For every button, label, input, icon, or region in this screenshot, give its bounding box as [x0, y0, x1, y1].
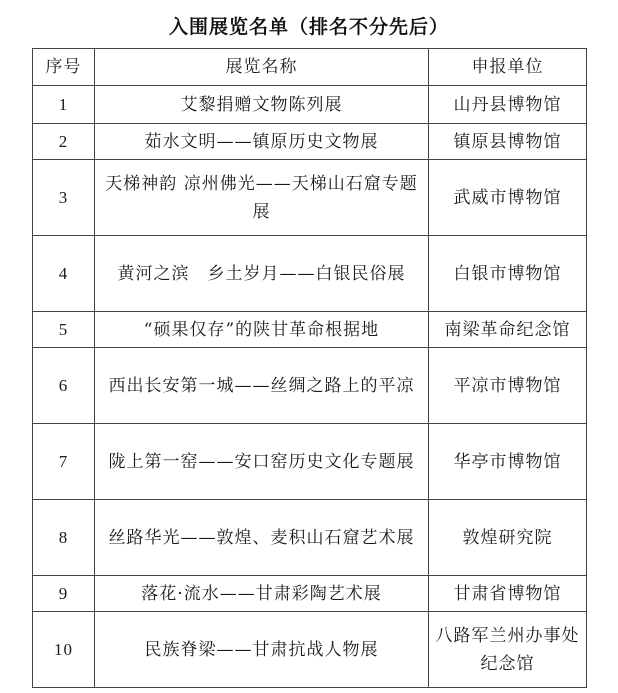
row-unit: 华亭市博物馆 — [429, 424, 587, 500]
row-index: 6 — [33, 348, 95, 424]
header-index: 序号 — [33, 49, 95, 86]
row-exhibition-name: 陇上第一窑——安口窑历史文化专题展 — [95, 424, 429, 500]
row-index: 1 — [33, 86, 95, 124]
row-exhibition-name: 落花·流水——甘肃彩陶艺术展 — [95, 576, 429, 612]
row-index: 9 — [33, 576, 95, 612]
row-index: 7 — [33, 424, 95, 500]
exhibition-table — [32, 48, 587, 688]
row-index: 2 — [33, 124, 95, 160]
row-index: 5 — [33, 312, 95, 348]
row-unit: 甘肃省博物馆 — [429, 576, 587, 612]
row-exhibition-name: “硕果仅存”的陕甘革命根据地 — [95, 312, 429, 348]
row-unit: 山丹县博物馆 — [429, 86, 587, 124]
row-unit: 南梁革命纪念馆 — [429, 312, 587, 348]
table-row — [33, 86, 587, 124]
table-row — [33, 500, 587, 576]
table-row — [33, 312, 587, 348]
table-row — [33, 424, 587, 500]
row-index: 3 — [33, 160, 95, 236]
header-name: 展览名称 — [95, 49, 429, 86]
table-row — [33, 348, 587, 424]
row-unit: 平凉市博物馆 — [429, 348, 587, 424]
row-exhibition-name: 西出长安第一城——丝绸之路上的平凉 — [95, 348, 429, 424]
table-row — [33, 612, 587, 688]
row-exhibition-name: 天梯神韵 凉州佛光——天梯山石窟专题展 — [95, 160, 429, 236]
row-index: 10 — [33, 612, 95, 688]
page-title: 入围展览名单（排名不分先后） — [168, 16, 449, 38]
table-row — [33, 576, 587, 612]
row-exhibition-name: 丝路华光——敦煌、麦积山石窟艺术展 — [95, 500, 429, 576]
row-exhibition-name: 民族脊梁——甘肃抗战人物展 — [95, 612, 429, 688]
table-header-row — [33, 49, 587, 86]
row-exhibition-name: 茹水文明——镇原历史文物展 — [95, 124, 429, 160]
row-unit: 敦煌研究院 — [429, 500, 587, 576]
row-unit: 镇原县博物馆 — [429, 124, 587, 160]
table-row — [33, 236, 587, 312]
header-unit: 申报单位 — [429, 49, 587, 86]
row-unit: 八路军兰州办事处纪念馆 — [429, 612, 587, 688]
row-exhibition-name: 黄河之滨 乡土岁月——白银民俗展 — [95, 236, 429, 312]
table-row — [33, 160, 587, 236]
row-index: 8 — [33, 500, 95, 576]
row-exhibition-name: 艾黎捐赠文物陈列展 — [95, 86, 429, 124]
row-index: 4 — [33, 236, 95, 312]
row-unit: 武威市博物馆 — [429, 160, 587, 236]
table-row — [33, 124, 587, 160]
row-unit: 白银市博物馆 — [429, 236, 587, 312]
